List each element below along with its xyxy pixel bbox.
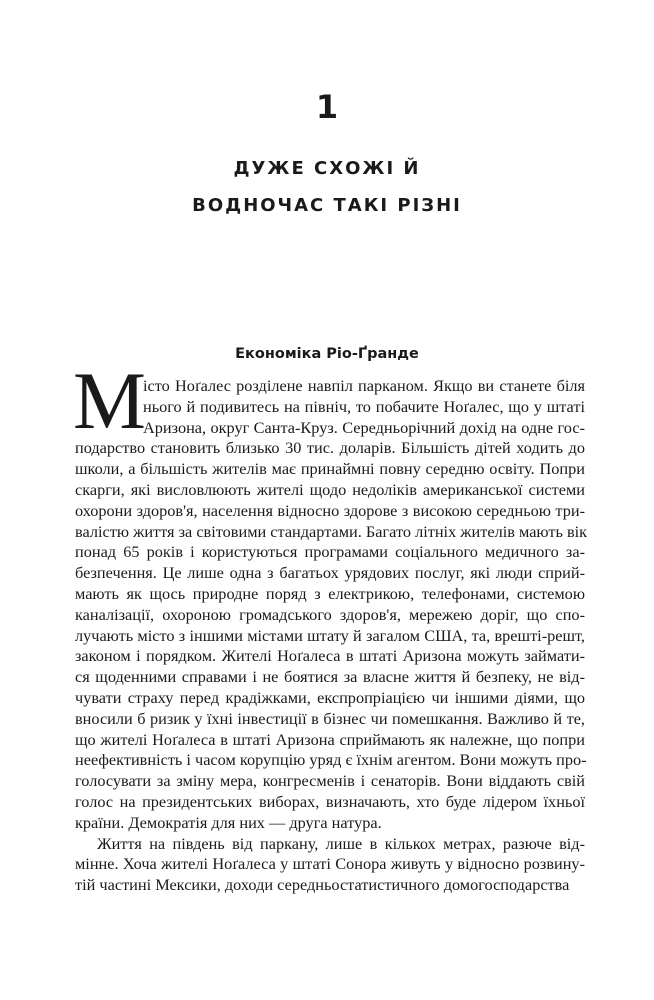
text-line: понад 65 років і користуються програмами соціального медичного за- (75, 542, 585, 562)
text-line: тій частині Мексики, доходи середньостатистичного домогосподарства (75, 875, 570, 895)
chapter-title-line-1: ДУЖЕ СХОЖІ Й (233, 158, 421, 179)
section-heading: Економіка Ріо-Ґранде (235, 346, 419, 362)
text-line: неефективність і часом корупцію уряд є їхнім агентом. Вони можуть про- (75, 750, 587, 770)
chapter-number: 1 (315, 88, 339, 126)
drop-cap: М (73, 355, 146, 446)
text-line: валістю життя за світовими стандартами. Багато літніх жителів мають вік (75, 521, 588, 541)
body-text (75, 376, 588, 896)
text-line: Життя на південь від паркану, лише в кількох метрах, разюче від- (97, 833, 585, 853)
text-line: школи, а більшість жителів має принаймні повну середню освіту. Попри (75, 459, 585, 479)
text-line: що жителі Ноґалеса в штаті Аризона сприймають як належне, що попри (75, 729, 585, 749)
text-line: каналізації, охороною громадського здоров'я, мережею доріг, що спо- (75, 604, 585, 624)
text-line: законом і порядком. Жителі Ноґалеса в штаті Аризона можуть займати- (75, 646, 585, 666)
text-line: істо Ноґалес розділене навпіл парканом. Якщо ви станете біля (143, 376, 585, 395)
text-line: чувати страху перед крадіжками, експропріацією чи іншими діями, що (75, 687, 585, 707)
text-line: голос на президентських виборах, визначають, хто буде лідером їхньої (75, 791, 585, 811)
text-line: країни. Демократія для них — друга натура. (75, 812, 382, 832)
text-line: скарги, які висловлюють жителі щодо недоліків американської системи (75, 479, 585, 499)
text-line: мінне. Хоча жителі Ноґалеса у штаті Сонора живуть у відносно розвину- (75, 854, 585, 874)
text-line: Аризона, округ Санта-Круз. Середньорічний дохід на одне гос- (143, 417, 585, 437)
chapter-title-line-2: ВОДНОЧАС ТАКІ РІЗНІ (192, 195, 462, 216)
text-line: лучають місто з іншими містами штату й загалом США, та, врешті-решт, (75, 625, 585, 645)
text-line: вносили б ризик у їхні інвестиції в бізнес чи помешкання. Важливо й те, (75, 708, 585, 728)
text-line: безпечення. Це лише одна з багатьох урядових послуг, які люди сприй- (75, 563, 585, 583)
text-line: подарство становить близько 30 тис. доларів. Більшість дітей ходить до (75, 438, 585, 458)
text-line: голосувати за зміну мера, конгресменів і сенаторів. Вони віддають свій (75, 771, 585, 791)
text-line: ся щоденними справами і не боятися за власне життя й безпеку, не від- (75, 667, 585, 687)
text-line: нього й подивитесь на північ, то побачите Ноґалес, що у штаті (143, 396, 585, 416)
text-line: мають як щось природне поряд з електрикою, телефонами, системою (75, 583, 585, 603)
text-line: охорони здоров'я, населення відносно здорове з високою середньою три- (75, 500, 585, 520)
